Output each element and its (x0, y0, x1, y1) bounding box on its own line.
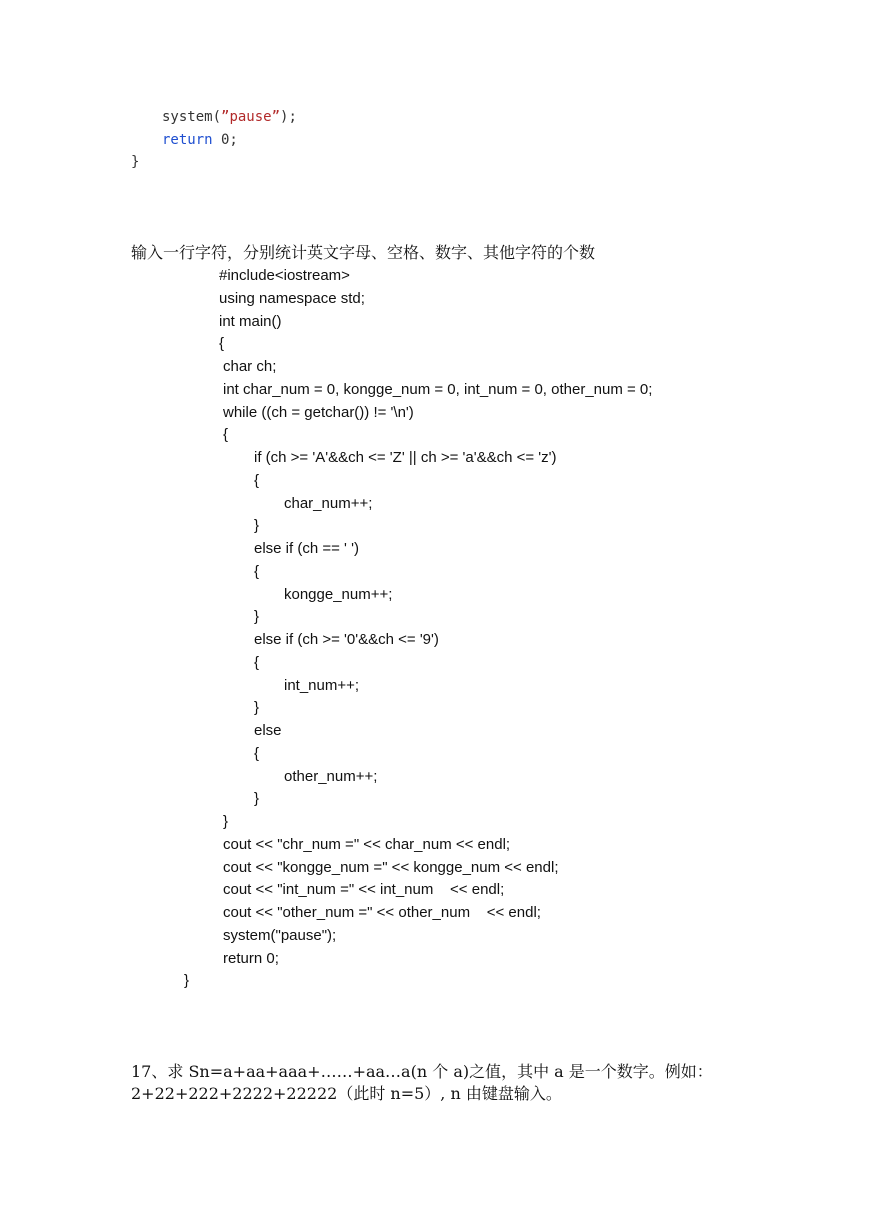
code-line: { (254, 472, 260, 489)
code-line: } (254, 517, 260, 534)
code-line: } (254, 699, 260, 716)
code-line-return (162, 130, 238, 150)
code-line: { (254, 563, 260, 580)
code-line: else (254, 722, 282, 739)
code-line: } (184, 972, 190, 989)
section-title: 输入一行字符，分别统计英文字母、空格、数字、其他字符的个数 (131, 243, 596, 262)
problem-statement-line-1: 17、求 Sn=a+aa+aaa+……+aa…a(n 个 a)之值，其中 a 是一个数字。例如： (131, 1062, 713, 1081)
code-line: #include<iostream> (219, 267, 350, 284)
code-line: int_num++; (284, 677, 360, 694)
code-line: return 0; (223, 950, 279, 967)
code-line: } (254, 790, 260, 807)
code-line: cout << "other_num =" << other_num << endl; (223, 904, 541, 921)
code-string: ”pause” (221, 109, 281, 125)
code-line: system("pause"); (223, 927, 337, 944)
code-line: int main() (219, 313, 282, 330)
code-line: { (219, 335, 225, 352)
problem-statement-line-2: 2+22+222+2222+22222（此时 n=5）, n 由键盘输入。 (131, 1084, 562, 1103)
code-line: kongge_num++; (284, 586, 393, 603)
code-token: system( (162, 109, 222, 125)
code-line: using namespace std; (219, 290, 365, 307)
code-line: while ((ch = getchar()) != '\n') (223, 404, 414, 421)
code-line-system-pause (162, 107, 297, 127)
code-token: ); (280, 109, 297, 125)
code-line: other_num++; (284, 768, 378, 785)
code-line: char ch; (223, 358, 277, 375)
code-line: if (ch >= 'A'&&ch <= 'Z' || ch >= 'a'&&ch <= 'z') (254, 449, 557, 466)
code-line: else if (ch == ' ') (254, 540, 359, 557)
code-line-closing-brace (131, 152, 139, 172)
code-line: char_num++; (284, 495, 373, 512)
code-line: cout << "chr_num =" << char_num << endl; (223, 836, 511, 853)
code-line: cout << "kongge_num =" << kongge_num << endl; (223, 859, 559, 876)
code-line: { (254, 654, 260, 671)
code-keyword: return (162, 132, 213, 148)
code-line: { (254, 745, 260, 762)
code-line: cout << "int_num =" << int_num << endl; (223, 881, 505, 898)
code-line: } (254, 608, 260, 625)
code-line: int char_num = 0, kongge_num = 0, int_num = 0, other_num = 0; (223, 381, 653, 398)
code-token: } (131, 154, 140, 170)
code-line: else if (ch >= '0'&&ch <= '9') (254, 631, 439, 648)
code-token: 0; (212, 132, 238, 148)
code-line: { (223, 426, 229, 443)
code-line: } (223, 813, 229, 830)
